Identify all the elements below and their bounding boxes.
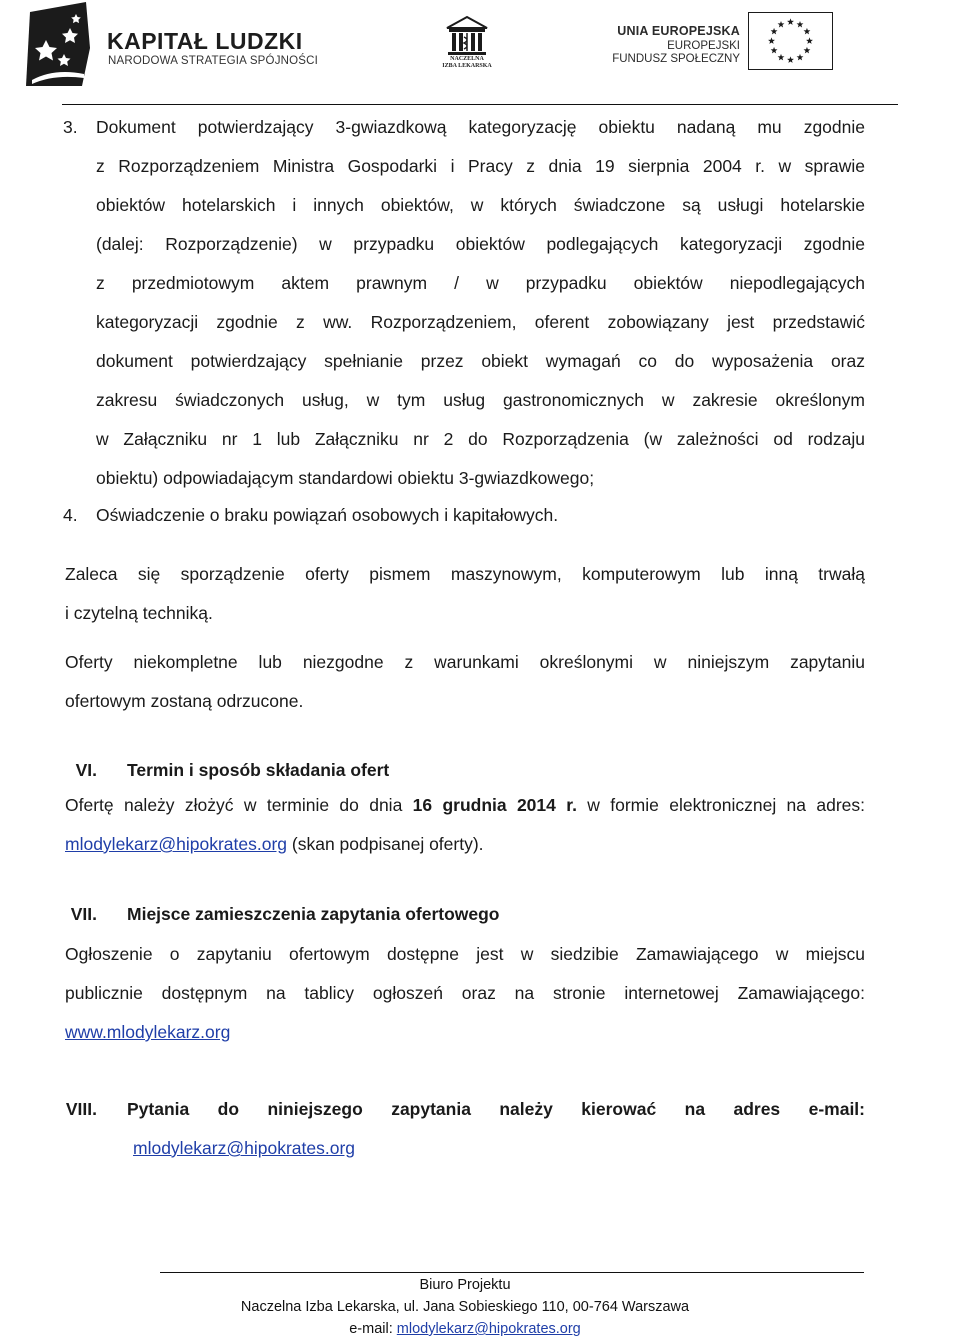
- item-4-text: Oświadczenie o braku powiązań osobowych i kapitałowych.: [96, 505, 559, 525]
- section-7-line-3: [65, 1013, 865, 1052]
- item-3-text: [96, 108, 865, 498]
- recommendation-paragraph: [65, 555, 865, 633]
- temple-emblem-icon: [443, 14, 491, 58]
- section-8-number: VIII.: [65, 1099, 97, 1119]
- item-3-line: dokument potwierdzający spełnianie przez obiekt wymagań co do wyposażenia oraz: [96, 351, 865, 371]
- section-8-title-text: Pytania do niniejszego zapytania należy kierować na adres e-mail:: [127, 1099, 865, 1119]
- website-link[interactable]: www.mlodylekarz.org: [65, 1022, 231, 1042]
- footer-office: Biuro Projektu: [419, 1277, 511, 1293]
- section-7-number: VII.: [70, 904, 97, 924]
- section-6-body: [65, 786, 865, 864]
- eu-stars-icon: [748, 12, 833, 70]
- item-3-line: obiektu) odpowiadającym standardowi obiektu 3-gwiazdkowego;: [96, 468, 595, 488]
- item-4-number: 4.: [63, 505, 78, 525]
- footer-email-label: e-mail:: [349, 1321, 397, 1337]
- item-3-line: zakresu świadczonych usług, w tym usług gastronomicznych w zakresie określonym: [96, 390, 865, 410]
- item-3-line: kategoryzacji zgodnie z ww. Rozporządzeniem, oferent zobowiązany jest przedstawić: [96, 312, 865, 332]
- header-divider: [62, 104, 898, 105]
- deadline-text-after: w formie elektronicznej na adres:: [576, 795, 865, 815]
- eu-line-2: EUROPEJSKI: [667, 40, 740, 52]
- deadline-date: 16 grudnia 2014 r.: [412, 795, 577, 815]
- section-7-line-2: publicznie dostępnym na tablicy ogłoszeń oraz na stronie internetowej Zamawiającego:: [65, 983, 865, 1003]
- section-6-line-1: [65, 786, 865, 825]
- section-8-email-line: [133, 1129, 355, 1168]
- nil-logo-text: [441, 56, 493, 70]
- item-3-line: w Załączniku nr 1 lub Załączniku nr 2 do Rozporządzenia (w zależności od rodzaju: [96, 429, 865, 449]
- section-7-body: [65, 935, 865, 1052]
- eu-flag: [748, 12, 833, 70]
- submission-email-suffix: (skan podpisanej oferty).: [287, 834, 484, 854]
- section-6-number: VI.: [75, 760, 97, 780]
- eu-logo-text: [612, 24, 740, 65]
- nil-line-2: IZBA LEKARSKA: [442, 63, 492, 69]
- item-3-line: z przedmiotowym aktem prawnym / w przypadku obiektów niepodlegających: [96, 273, 865, 293]
- kapital-ludzki-emblem-icon: [24, 2, 104, 90]
- eu-line-3: FUNDUSZ SPOŁECZNY: [612, 53, 740, 65]
- section-6-line-2: [65, 825, 865, 864]
- footer-email-line: [0, 1321, 930, 1337]
- deadline-text-before: Ofertę należy złożyć w terminie do dnia: [65, 795, 413, 815]
- footer-divider: [160, 1272, 864, 1273]
- nil-line-1: NACZELNA: [450, 56, 484, 62]
- kapital-ludzki-subtitle: NARODOWA STRATEGIA SPÓJNOŚCI: [108, 55, 319, 67]
- recommendation-line-2: i czytelną techniką.: [65, 603, 213, 623]
- rejection-line-1: Oferty niekompletne lub niezgodne z warunkami określonymi w niniejszym zapytaniu: [65, 652, 865, 672]
- recommendation-line-1: Zaleca się sporządzenie oferty pismem maszynowym, komputerowym lub inną trwałą: [65, 564, 865, 584]
- rejection-line-2: ofertowym zostaną odrzucone.: [65, 691, 304, 711]
- item-3-line: obiektów hotelarskich i innych obiektów, w których świadczone są usługi hotelarskie: [96, 195, 865, 215]
- section-6-title: Termin i sposób składania ofert: [127, 760, 390, 780]
- item-3-line: z Rozporządzeniem Ministra Gospodarki i Pracy z dnia 19 sierpnia 2004 r. w sprawie: [96, 156, 865, 176]
- section-7-title: Miejsce zamieszczenia zapytania ofertowego: [127, 904, 500, 924]
- eu-line-1: UNIA EUROPEJSKA: [617, 24, 740, 38]
- item-3-number: 3.: [63, 117, 78, 137]
- questions-email-link[interactable]: mlodylekarz@hipokrates.org: [133, 1138, 356, 1158]
- section-7-line-1: Ogłoszenie o zapytaniu ofertowym dostępne jest w siedzibie Zamawiającego w miejscu: [65, 944, 865, 964]
- submission-email-link[interactable]: mlodylekarz@hipokrates.org: [65, 834, 288, 854]
- rejection-paragraph: [65, 643, 865, 721]
- footer-email-link[interactable]: mlodylekarz@hipokrates.org: [396, 1321, 581, 1337]
- kapital-ludzki-title: KAPITAŁ LUDZKI: [107, 28, 303, 54]
- item-3-line: (dalej: Rozporządzenie) w przypadku obiektów podlegających kategoryzacji zgodnie: [96, 234, 865, 254]
- footer-address: Naczelna Izba Lekarska, ul. Jana Sobieskiego 110, 00-764 Warszawa: [240, 1299, 690, 1315]
- section-8-title: [127, 1090, 865, 1129]
- item-3-line: Dokument potwierdzający 3-gwiazdkową kategoryzację obiektu nadaną mu zgodnie: [96, 117, 865, 137]
